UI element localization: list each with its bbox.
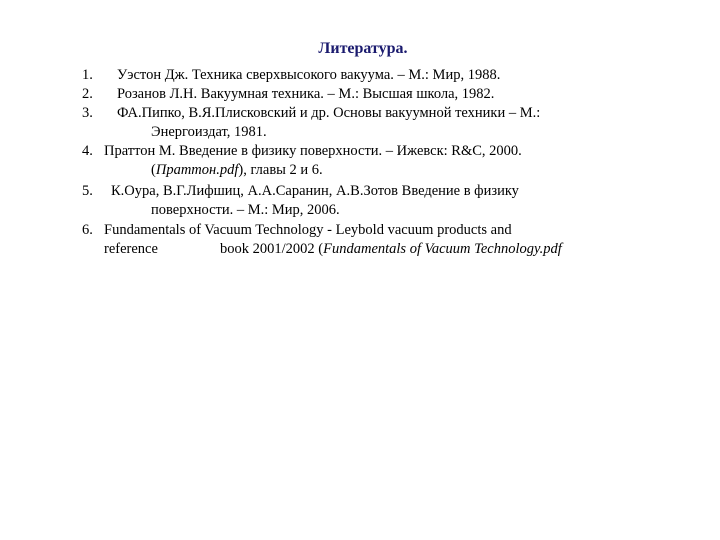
ref-5-number: 5.: [82, 183, 93, 199]
ref-5-text-cont: поверхности. – М.: Мир, 2006.: [151, 202, 340, 218]
ref-4-text-cont: [151, 161, 323, 180]
ref-5-text: К.Оура, В.Г.Лифшиц, А.А.Саранин, А.В.Зотов Введение в физику: [111, 183, 519, 199]
ref-4-number: 4.: [82, 143, 93, 159]
ref-3-number: 3.: [82, 105, 93, 121]
ref-6-book-year: book 2001/2002 (: [220, 241, 324, 257]
ref-6-text: Fundamentals of Vacuum Technology - Leybold vacuum products and: [104, 222, 512, 238]
ref-4-chapters: ), главы 2 и 6.: [238, 162, 323, 178]
ref-3-text: ФА.Пипко, В.Я.Плисковский и др. Основы вакуумной техники – М.:: [117, 105, 541, 121]
ref-3-text-cont: Энергоиздат, 1981.: [151, 124, 267, 140]
ref-4-file-link: Праттон.pdf: [155, 162, 239, 178]
ref-6-number: 6.: [82, 222, 93, 238]
ref-2-number: 2.: [82, 86, 93, 102]
ref-2-text: Розанов Л.Н. Вакуумная техника. – М.: Высшая школа, 1982.: [117, 86, 495, 102]
ref-6-text-cont-a: reference: [104, 241, 158, 257]
ref-6-file-link: Fundamentals of Vacuum Technology.pdf: [323, 241, 562, 257]
ref-6-text-cont-b: [220, 240, 562, 259]
ref-1-number: 1.: [82, 67, 93, 83]
ref-1-text: Уэстон Дж. Техника сверхвысокого вакуума. – М.: Мир, 1988.: [117, 67, 501, 83]
page-title: Литература.: [318, 40, 408, 57]
ref-4-paren-open: (: [151, 162, 156, 178]
ref-4-text: Праттон М. Введение в физику поверхности. – Ижевск: R&C, 2000.: [104, 143, 522, 159]
